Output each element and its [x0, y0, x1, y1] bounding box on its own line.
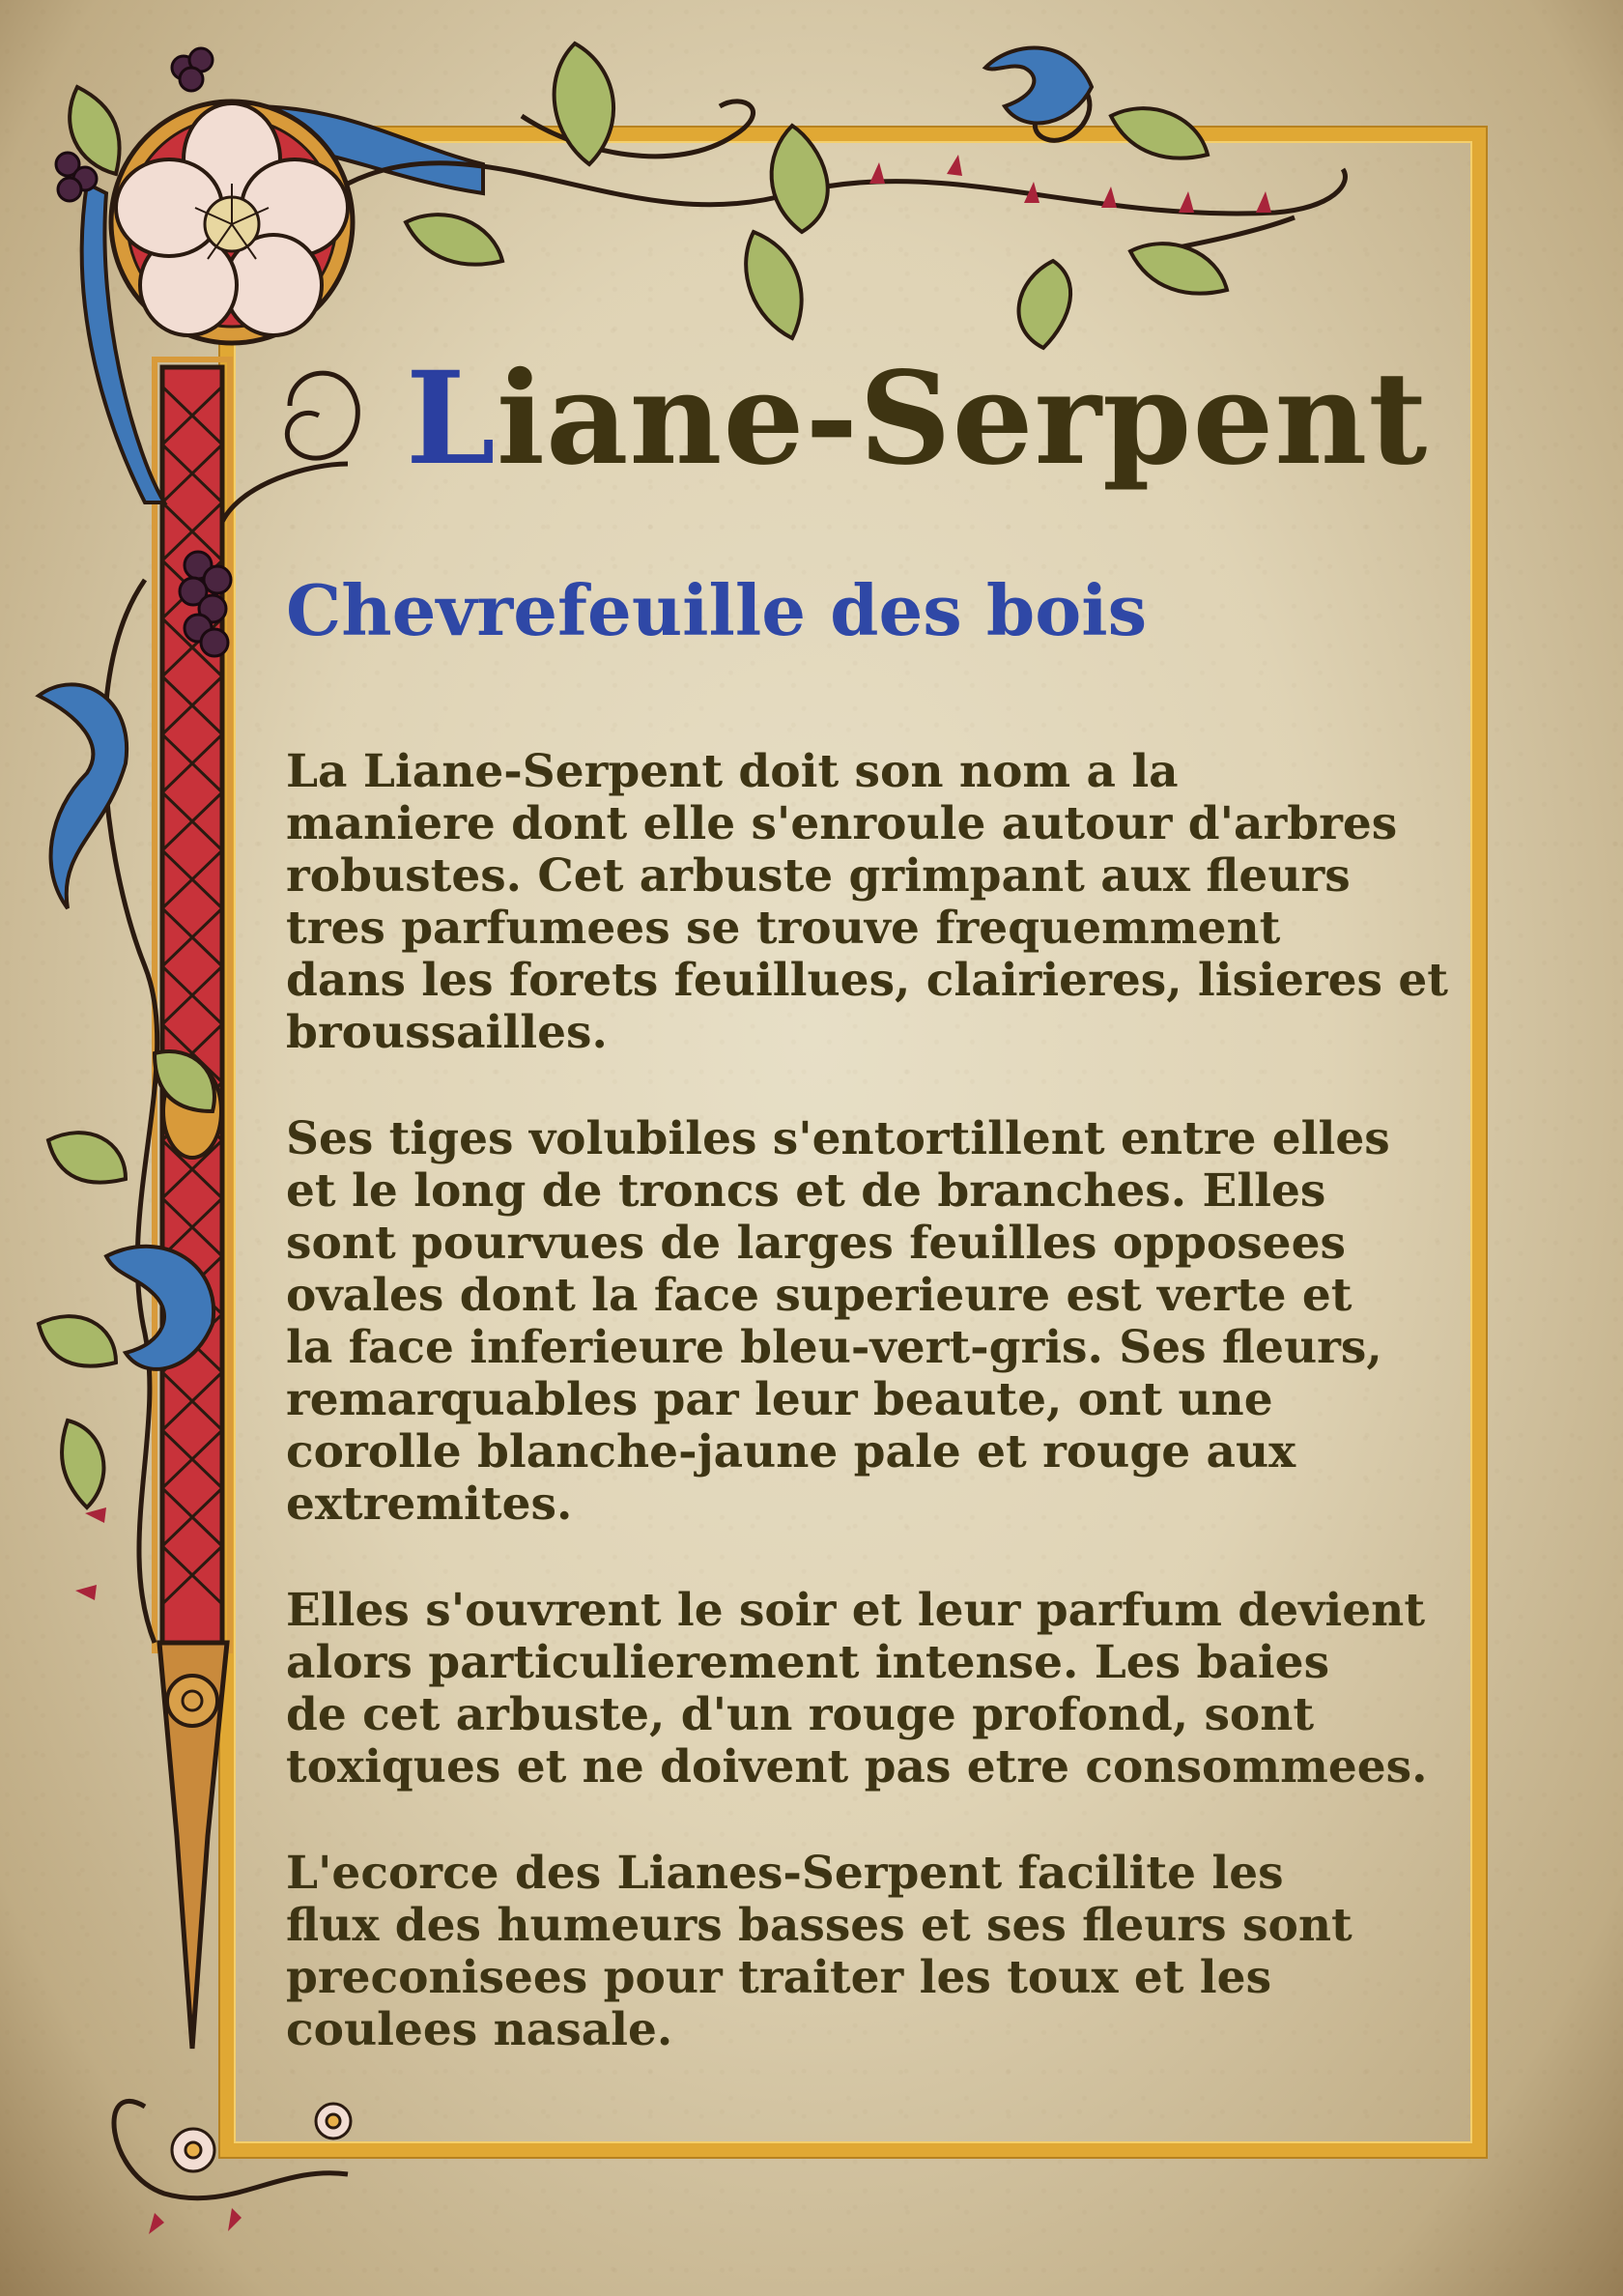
wild-rose-icon [111, 101, 353, 343]
text-line: et le long de troncs et de branches. Elles [286, 1164, 1326, 1218]
text-line: preconisees pour traiter les toux et les [286, 1951, 1272, 2004]
text-line: L'ecorce des Lianes-Serpent facilite les [286, 1847, 1284, 1900]
text-line: coulees nasale. [286, 2003, 673, 2056]
paragraph-fragrance [286, 1585, 1474, 1794]
text-line: corolle blanche-jaune pale et rouge aux [286, 1425, 1296, 1478]
scroll-curl [222, 373, 357, 522]
text-line: toxiques et ne doivent pas etre consommees. [286, 1740, 1428, 1794]
page-title [406, 344, 1468, 494]
text-line: maniere dont elle s'enroule autour d'arbres [286, 797, 1398, 850]
text-line: la face inferieure bleu-vert-gris. Ses fleurs, [286, 1321, 1382, 1374]
text-line: flux des humeurs basses et ses fleurs sont [286, 1899, 1352, 1952]
text-line: de cet arbuste, d'un rouge profond, sont [286, 1688, 1315, 1741]
text-line: Elles s'ouvrent le soir et leur parfum devient [286, 1584, 1426, 1637]
text-line: ovales dont la face superieure est verte et [286, 1269, 1352, 1322]
text-line: sont pourvues de larges feuilles opposees [286, 1217, 1346, 1270]
text-line: extremites. [286, 1478, 573, 1531]
text-line: Ses tiges volubiles s'entortillent entre elles [286, 1112, 1390, 1165]
paragraph-description [286, 1113, 1474, 1531]
text-line: broussailles. [286, 1006, 608, 1059]
text-line: remarquables par leur beaute, ont une [286, 1373, 1273, 1426]
title-initial: L [406, 344, 497, 494]
title-rest: iane-Serpent [496, 344, 1429, 494]
paragraph-origin [286, 746, 1474, 1059]
description-body [286, 746, 1474, 2110]
small-flower-icon [172, 2104, 351, 2171]
text-line: La Liane-Serpent doit son nom a la [286, 745, 1179, 798]
text-line: tres parfumees se trouve frequemment [286, 902, 1281, 955]
paragraph-uses [286, 1848, 1474, 2056]
text-line: dans les forets feuillues, clairieres, lisieres et [286, 954, 1448, 1007]
text-line: alors particulierement intense. Les baies [286, 1636, 1330, 1689]
page-subtitle: Chevrefeuille des bois [286, 569, 1148, 651]
text-line: robustes. Cet arbuste grimpant aux fleurs [286, 849, 1351, 903]
